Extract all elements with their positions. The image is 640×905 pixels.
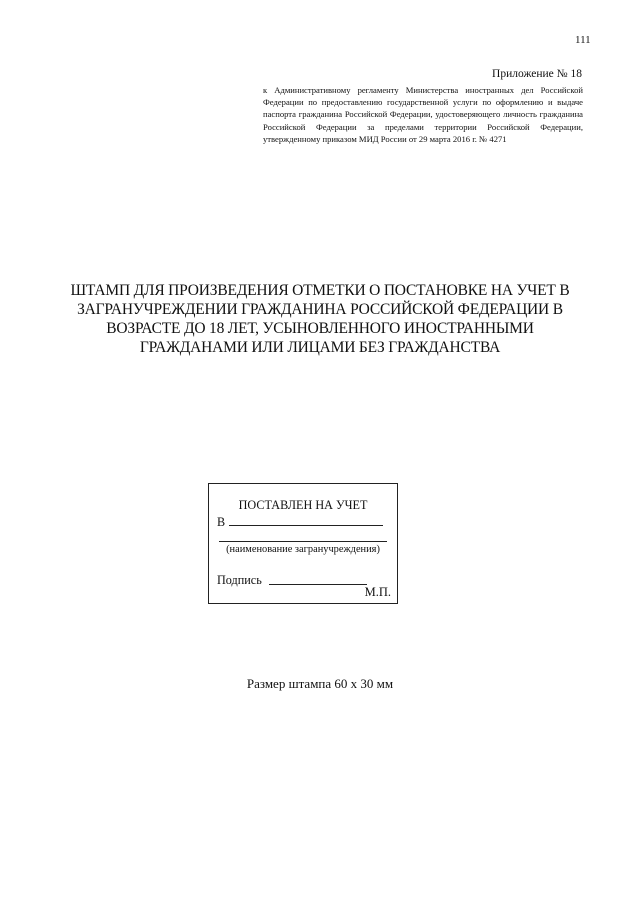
stamp-size-note: Размер штампа 60 х 30 мм [246, 676, 394, 691]
institution-blank-line [229, 525, 383, 526]
institution-blank-line-2 [219, 541, 387, 542]
signature-blank-line [269, 584, 367, 585]
institution-caption: (наименование загранучреждения) [226, 544, 380, 555]
appendix-reference-text: к Административному регламенту Министерства иностранных дел Российской Федерации по предоставлению государственной услуги по оформлению и выдаче паспорта гражданина Российской Федерации, удостоверяющего личность гражданина Российской Федерации за пределами территории Российской Федерации, утвержденному приказом МИД России от 29 марта 2016 г. № 4271 [263, 85, 583, 144]
signature-label: Подпись [217, 573, 262, 587]
seal-label: М.П. [364, 585, 391, 599]
document-title: ШТАМП ДЛЯ ПРОИЗВЕДЕНИЯ ОТМЕТКИ О ПОСТАНОВКЕ НА УЧЕТ В ЗАГРАНУЧРЕЖДЕНИИ ГРАЖДАНИНА РОССИЙСКОЙ ФЕДЕРАЦИИ В ВОЗРАСТЕ ДО 18 ЛЕТ, УСЫНОВЛЕННОГО ИНОСТРАННЫМИ ГРАЖДАНАМИ ИЛИ ЛИЦАМИ БЕЗ ГРАЖДАНСТВА [70, 282, 570, 356]
stamp-prefix-in: В [217, 515, 226, 529]
appendix-label: Приложение № 18 [492, 68, 582, 80]
page-number: 111 [575, 34, 591, 46]
stamp-heading: ПОСТАВЛЕН НА УЧЕТ [238, 498, 368, 512]
stamp-template [208, 483, 398, 604]
